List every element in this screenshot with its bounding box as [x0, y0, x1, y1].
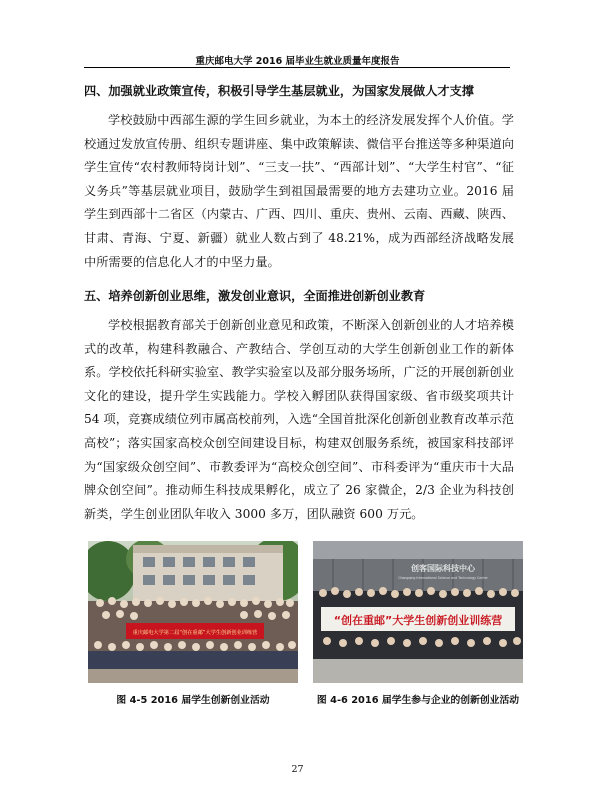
figure-4-6-photo [313, 541, 523, 683]
page-number: 27 [291, 764, 304, 775]
figure-4-6-banner-text: “创在重邮”大学生创新创业训练营 [333, 614, 503, 627]
section-5-heading: 五、培养创新创业思维，激发创业意识，全面推进创新创业教育 [84, 289, 426, 303]
header-rule [84, 67, 510, 68]
figure-4-5-banner-text: 重庆邮电大学第二届“创在重邮”大学生创新创业训练营 [132, 630, 258, 636]
figure-4-6-building-sign: 创客国际科技中心 [411, 564, 475, 573]
running-header: 重庆邮电大学 2016 届毕业生就业质量年度报告 [195, 56, 400, 67]
figure-4-5-photo [88, 541, 298, 683]
section-5-paragraph: 学校根据教育部关于创新创业意见和政策，不断深入创新创业的人才培养模式的改革，构建科教融合、产教结合、学创互动的大学生创新创业工作的新体系。学校依托科研实验室、教学实验室以及部分服务场所，广泛的开展创新创业文化的建设，提升学生实践能力。学校入孵团队获得国家级、省市级奖项共计 54 项，竞赛成绩位列市属高校前列，入选“全国首批深化创新创业教育改革示范高校”；落实国家高校众创空间建设目标，构建双创服务系统，被国家科技部评为“国家级众创空间”、市教委评为“高校众创空间”、市科委评为“重庆市十大品牌众创空间”。推动师生科技成果孵化，成立了 26 家微企，2/3 企业为科技创新类，学生创业团队年收入 3000 多万，团队融资 600 万元。 [84, 318, 514, 521]
figure-4-6-building-subtext: Chongqing International Science and Technology Center [398, 576, 488, 580]
section-4-heading: 四、加强就业政策宣传，积极引导学生基层就业，为国家发展做人才支撑 [84, 84, 474, 98]
section-4-paragraph: 学校鼓励中西部生源的学生回乡就业，为本土的经济发展发挥个人价值。学校通过发放宣传册、组织专题讲座、集中政策解读、微信平台推送等多种渠道向学生宣传“农村教师特岗计划”、“三支一扶”、“西部计划”、“大学生村官”、“征义务兵”等基层就业项目，鼓励学生到祖国最需要的地方去建功立业。2016 届学生到西部十二省区（内蒙古、广西、四川、重庆、贵州、云南、西藏、陕西、甘肃、青海、宁夏、新疆）就业人数占到了 48.21%，成为西部经济战略发展中所需要的信息化人才的中坚力量。 [84, 113, 514, 269]
figure-4-5-caption: 图 4-5 2016 届学生创新创业活动 [116, 695, 270, 706]
figure-4-6-caption: 图 4-6 2016 届学生参与企业的创新创业活动 [316, 695, 520, 706]
